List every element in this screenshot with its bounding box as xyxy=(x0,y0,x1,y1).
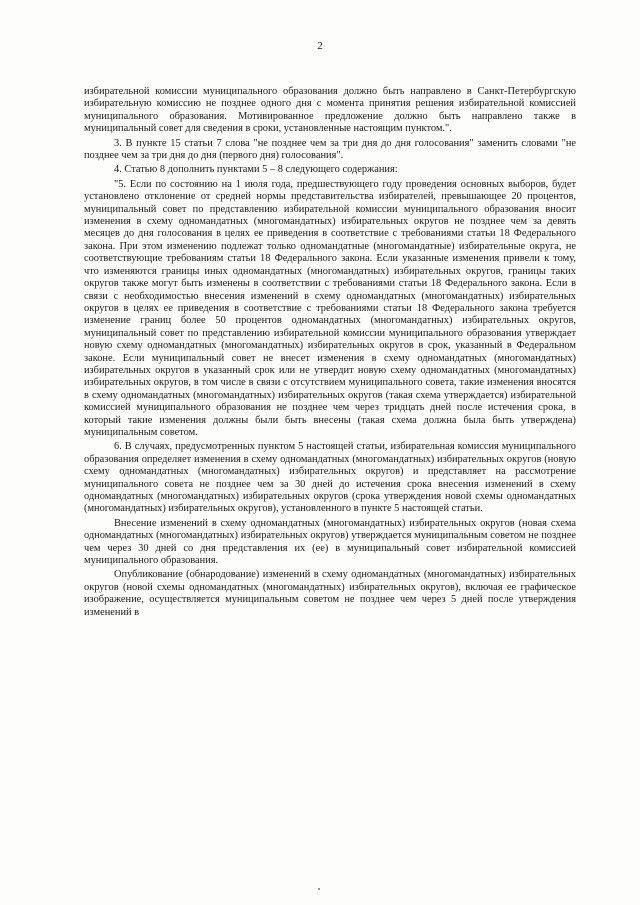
page-number: 2 xyxy=(317,40,323,52)
paragraph-5: 6. В случаях, предусмотренных пунктом 5 настоящей статьи, избирательная комиссия муниципального образования определяет изменения в схему одномандатных (многомандатных) избирательных округов (новую схему одномандатных (многомандатных) избирательных округов) и представляет на рассмотрение муниципального совета не позднее чем за 30 дней до истечения срока внесения изменений в схему одномандатных (многомандатных) избирательных округов (срока утверждения новой схемы одномандатных (многомандатных) избирательных округов), установленного в пункте 5 настоящей статьи. xyxy=(84,441,576,515)
paragraph-7: Опубликование (обнародование) изменений в схему одномандатных (многомандатных) избирательных округов (новой схемы одномандатных (многомандатных) избирательных округов), включая ее графическое изображение, осуществляется муниципальным советом не позднее чем через 5 дней после утверждения изменений в xyxy=(84,569,576,618)
paragraph-1: избирательной комиссии муниципального образования должно быть направлено в Санкт-Петербургскую избирательную комиссию не позднее одного дня с момента принятия решения избирательной комиссией муниципального образования. Мотивированное предложение должно быть направлено также в муниципальный совет для сведения в сроки, установленные настоящим пунктом.". xyxy=(84,86,576,135)
scan-speck xyxy=(318,888,320,890)
paragraph-2: 3. В пункте 15 статьи 7 слова "не позднее чем за три дня до дня голосования" заменить словами "не позднее чем за три дня до дня (первого дня) голосования". xyxy=(84,137,576,162)
document-body xyxy=(84,86,576,621)
paragraph-3: 4. Статью 8 дополнить пунктами 5 – 8 следующего содержания: xyxy=(114,164,398,176)
paragraph-6: Внесение изменений в схему одномандатных (многомандатных) избирательных округов (новая схема одномандатных (многомандатных) избирательных округов) утверждается муниципальным советом не позднее чем через 30 дней со дня представления их (ее) в муниципальный совет избирательной комиссией муниципального образования. xyxy=(84,517,576,567)
paragraph-4: "5. Если по состоянию на 1 июля года, предшествующего году проведения основных выборов, будет установлено отклонение от средней нормы представительства избирателей, превышающее 20 процентов, муниципальный совет по представлению избирательной комиссии муниципального образования вносит изменения в схему одномандатных (многомандатных) избирательных округов не позднее чем за девять месяцев до дня голосования в целях ее приведения в соответствие с требованиями статьи 18 Федерального закона. При этом изменению подлежат только одномандатные (многомандатные) избирательные округа, не соответствующие требованиям статьи 18 Федерального закона. Если указанные изменения привели к тому, что изменяются границы иных одномандатных (многомандатных) избирательных округов, границы таких округов также могут быть изменены в соответствии с требованиями статьи 18 Федерального закона. Если в связи с необходимостью внесения изменений в схему одномандатных (многомандатных) избирательных округов в целях ее приведения в соответствие с требованиями статьи 18 Федерального закона требуется изменение границ более 50 процентов одномандатных (многомандатных) избирательных округов, муниципальный совет по представлению избирательной комиссии муниципального образования утверждает новую схему одномандатных (многомандатных) избирательных округов в срок, указанный в Федеральном законе. Если муниципальный совет не внесет изменения в схему одномандатных (многомандатных) избирательных округов в указанный срок или не утвердит новую схему одномандатных (многомандатных) избирательных округов, в том числе в связи с отсутствием муниципального совета, такие изменения вносятся в схему одномандатных (многомандатных) избирательных округов (такая схема утверждается) избирательной комиссией муниципального образования не позднее чем через тридцать дней после истечения срока, в который такие изменения должны были быть внесены (такая схема должна была быть утверждена) муниципальным советом. xyxy=(84,178,576,438)
